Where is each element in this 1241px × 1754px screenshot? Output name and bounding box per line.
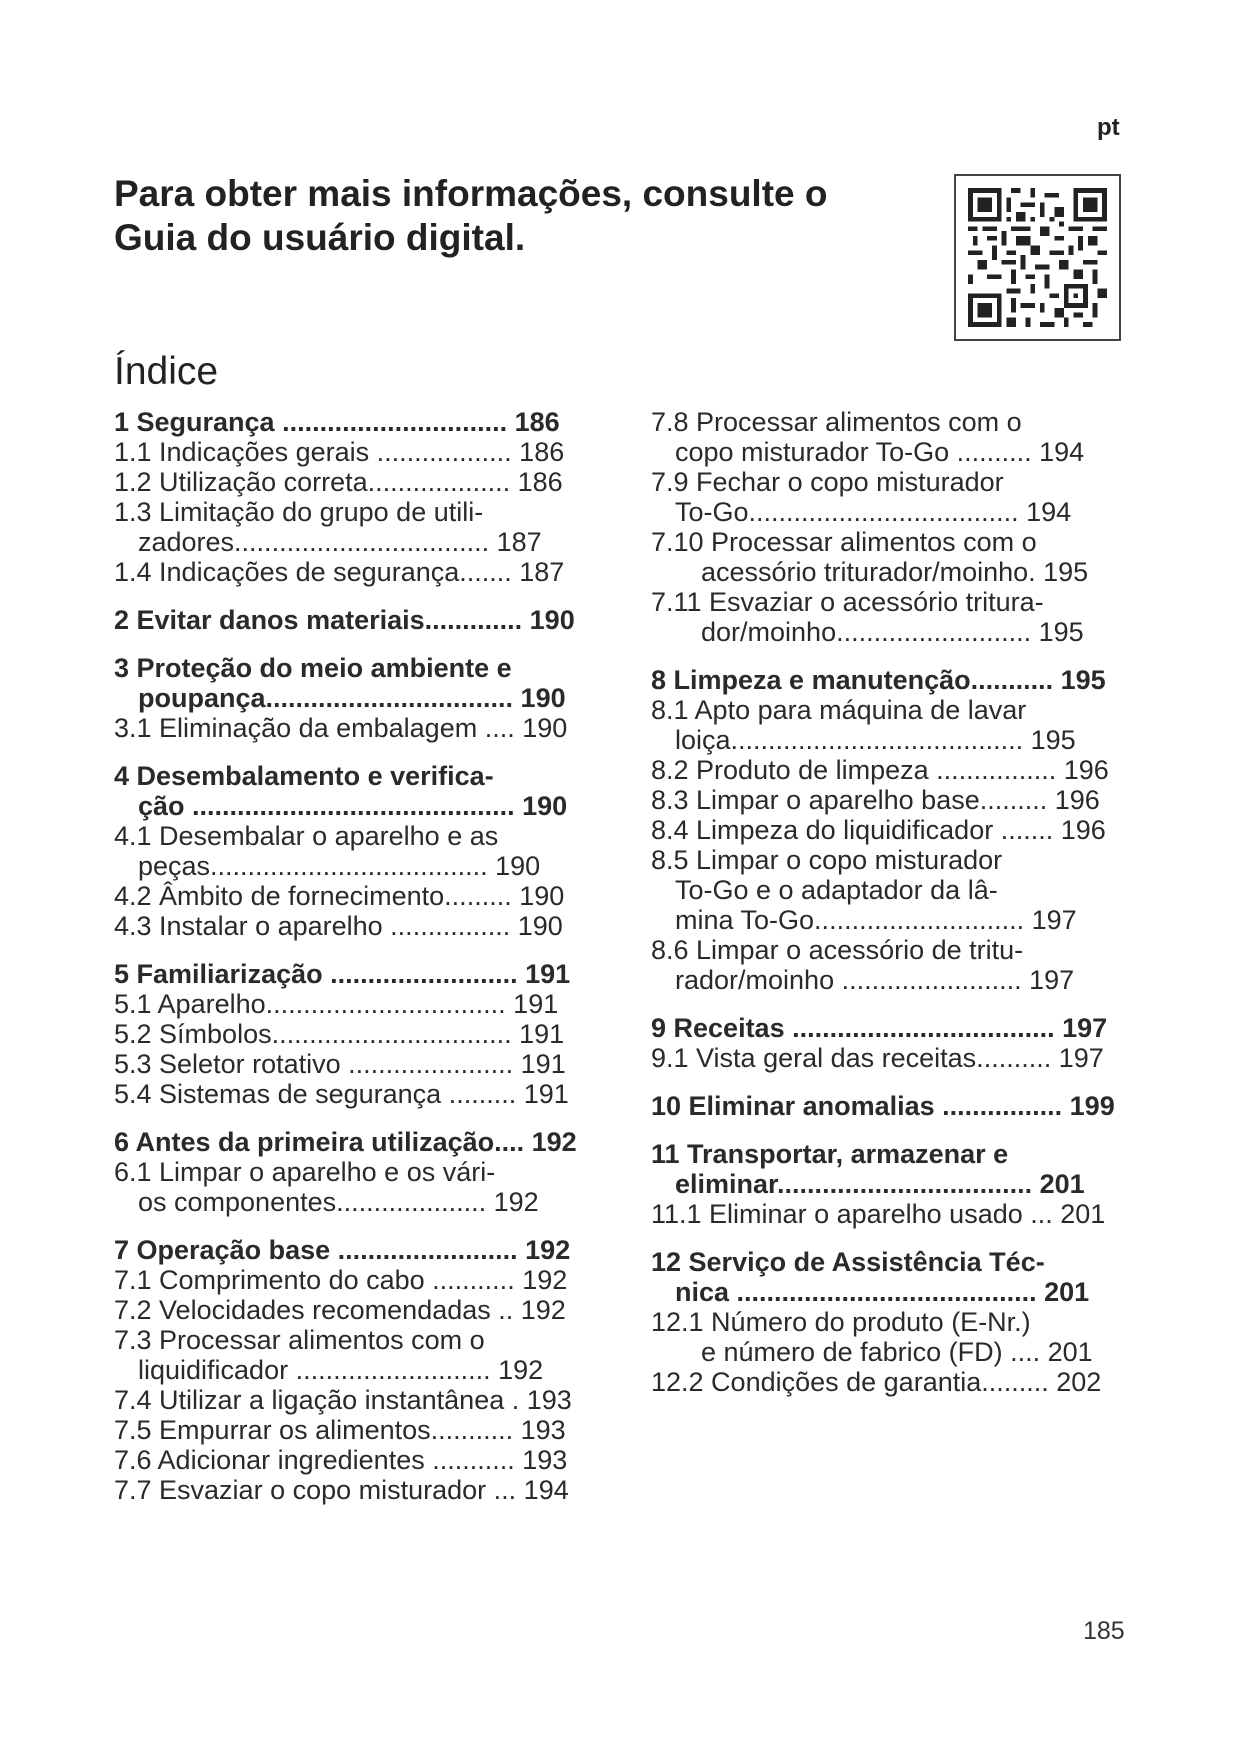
toc-entry-text: 5.4 Sistemas de segurança ......... 191	[114, 1079, 569, 1109]
toc-entry-text: 8.4 Limpeza do liquidificador ....... 196	[651, 815, 1106, 845]
toc-entry-text: 7.1 Comprimento do cabo ........... 192	[114, 1265, 568, 1295]
toc-entry[interactable]	[114, 1385, 604, 1415]
toc-entry-text: 8.1 Apto para máquina de lavar	[651, 695, 1027, 725]
toc-entry-text: 7.3 Processar alimentos com o	[114, 1325, 485, 1355]
toc-entry[interactable]	[114, 1295, 604, 1325]
toc-entry[interactable]	[114, 557, 604, 587]
toc-entry-continuation: liquidificador .......................... 192	[138, 1355, 544, 1385]
toc-entry-text: 10 Eliminar anomalias ................ 199	[651, 1091, 1115, 1121]
toc-column-right	[651, 407, 1147, 1397]
toc-entry-text: 3 Proteção do meio ambiente e	[114, 653, 512, 683]
toc-entry[interactable]	[114, 989, 604, 1019]
toc-entry-continuation: eliminar.................................. 201	[675, 1169, 1085, 1199]
toc-entry-text: 11.1 Eliminar o aparelho usado ... 201	[651, 1199, 1106, 1229]
page-number: 185	[1083, 1617, 1125, 1645]
toc-entry[interactable]	[651, 1139, 1147, 1199]
toc-entry[interactable]	[651, 407, 1147, 467]
toc-entry-text: 11 Transportar, armazenar e	[651, 1139, 1009, 1169]
toc-entry-continuation: mina To-Go............................ 197	[675, 905, 1077, 935]
toc-entry[interactable]	[651, 1091, 1147, 1121]
toc-entry-text: 7.9 Fechar o copo misturador	[651, 467, 1004, 497]
toc-entry[interactable]	[114, 1325, 604, 1385]
qr-code-icon	[968, 188, 1107, 327]
toc-entry[interactable]	[114, 605, 604, 635]
toc-entry-continuation: e número de fabrico (FD) .... 201	[701, 1337, 1093, 1367]
toc-entry[interactable]	[651, 1199, 1147, 1229]
toc-entry-text: 12.2 Condições de garantia......... 202	[651, 1367, 1102, 1397]
toc-entry-continuation: copo misturador To-Go .......... 194	[675, 437, 1085, 467]
toc-entry[interactable]	[114, 1475, 604, 1505]
toc-entry[interactable]	[651, 467, 1147, 527]
toc-entry-continuation: acessório triturador/moinho. 195	[701, 557, 1089, 587]
toc-entry-text: 2 Evitar danos materiais............. 190	[114, 605, 575, 635]
toc-entry-text: 7.8 Processar alimentos com o	[651, 407, 1022, 437]
headline-line: Para obter mais informações, consulte o	[114, 173, 828, 214]
toc-entry-continuation: dor/moinho.......................... 195	[701, 617, 1084, 647]
toc-entry[interactable]	[114, 437, 604, 467]
toc-entry-text: 4.2 Âmbito de fornecimento......... 190	[114, 881, 565, 911]
toc-entry[interactable]	[114, 1127, 604, 1157]
toc-entry-text: 7.2 Velocidades recomendadas .. 192	[114, 1295, 566, 1325]
toc-entry[interactable]	[114, 1415, 604, 1445]
toc-entry-text: 5 Familiarização ......................... 191	[114, 959, 571, 989]
toc-entry-text: 7.11 Esvaziar o acessório tritura-	[651, 587, 1044, 617]
toc-title: Índice	[114, 350, 219, 393]
toc-entry[interactable]	[114, 1265, 604, 1295]
toc-entry-text: 1.3 Limitação do grupo de utili-	[114, 497, 484, 527]
toc-entry-text: 8.6 Limpar o acessório de tritu-	[651, 935, 1024, 965]
toc-entry-text: 8.2 Produto de limpeza ................ 196	[651, 755, 1109, 785]
toc-entry-text: 5.2 Símbolos................................ 191	[114, 1019, 565, 1049]
toc-entry[interactable]	[651, 785, 1147, 815]
toc-entry-text: 7.4 Utilizar a ligação instantânea . 193	[114, 1385, 572, 1415]
toc-entry-text: 4 Desembalamento e verifica-	[114, 761, 494, 791]
toc-entry-text: 6.1 Limpar o aparelho e os vári-	[114, 1157, 496, 1187]
toc-entry[interactable]	[114, 1445, 604, 1475]
toc-entry-text: 8.3 Limpar o aparelho base......... 196	[651, 785, 1100, 815]
toc-entry-continuation: nica ........................................ 201	[675, 1277, 1090, 1307]
toc-entry[interactable]	[651, 755, 1147, 785]
toc-entry[interactable]	[114, 1235, 604, 1265]
toc-entry-text: 7.10 Processar alimentos com o	[651, 527, 1037, 557]
toc-entry-text: 7 Operação base ........................ 192	[114, 1235, 571, 1265]
toc-entry-text: 7.6 Adicionar ingredientes ........... 193	[114, 1445, 568, 1475]
toc-entry-continuation: To-Go e o adaptador da lâ-	[675, 875, 998, 905]
toc-entry[interactable]	[651, 527, 1147, 587]
toc-entry[interactable]	[651, 845, 1147, 935]
toc-entry[interactable]	[114, 911, 604, 941]
toc-entry-text: 5.1 Aparelho................................ 191	[114, 989, 559, 1019]
toc-entry[interactable]	[114, 1049, 604, 1079]
toc-entry[interactable]	[651, 815, 1147, 845]
toc-entry[interactable]	[114, 881, 604, 911]
toc-entry-continuation: rador/moinho ........................ 197	[675, 965, 1075, 995]
toc-entry[interactable]	[651, 665, 1147, 695]
toc-entry-text: 4.3 Instalar o aparelho ................ 190	[114, 911, 563, 941]
toc-entry-text: 12 Serviço de Assistência Téc-	[651, 1247, 1045, 1277]
toc-entry-text: 8.5 Limpar o copo misturador	[651, 845, 1003, 875]
toc-entry-text: 7.5 Empurrar os alimentos........... 193	[114, 1415, 566, 1445]
toc-entry[interactable]	[651, 1367, 1147, 1397]
toc-entry-text: 3.1 Eliminação da embalagem .... 190	[114, 713, 568, 743]
toc-column-left	[114, 407, 604, 1505]
language-tag: pt	[1097, 114, 1120, 141]
qr-code[interactable]	[954, 174, 1121, 341]
toc-entry[interactable]	[651, 1043, 1147, 1073]
toc-entry[interactable]	[114, 1157, 604, 1217]
toc-entry[interactable]	[114, 713, 604, 743]
toc-entry-continuation: zadores.................................. 187	[138, 527, 542, 557]
toc-entry-continuation: os componentes.................... 192	[138, 1187, 539, 1217]
toc-entry[interactable]	[114, 761, 604, 821]
toc-entry[interactable]	[114, 1079, 604, 1109]
toc-entry-text: 1.4 Indicações de segurança....... 187	[114, 557, 565, 587]
toc-entry[interactable]	[651, 695, 1147, 755]
toc-entry-text: 1.1 Indicações gerais .................. 186	[114, 437, 565, 467]
toc-entry-text: 4.1 Desembalar o aparelho e as	[114, 821, 499, 851]
toc-entry-text: 6 Antes da primeira utilização.... 192	[114, 1127, 577, 1157]
headline	[114, 172, 914, 260]
toc-entry[interactable]	[114, 1019, 604, 1049]
toc-entry-text: 5.3 Seletor rotativo ...................... 191	[114, 1049, 566, 1079]
toc-entry[interactable]	[114, 821, 604, 881]
toc-entry-continuation: loiça....................................... 195	[675, 725, 1076, 755]
toc-entry-text: 9.1 Vista geral das receitas.......... 197	[651, 1043, 1104, 1073]
toc-entry-text: 7.7 Esvaziar o copo misturador ... 194	[114, 1475, 569, 1505]
toc-entry-continuation: ção ........................................... 190	[138, 791, 568, 821]
toc-entry[interactable]	[651, 587, 1147, 647]
toc-entry-continuation: peças..................................... 190	[138, 851, 541, 881]
toc-entry-text: 1.2 Utilização correta................... 186	[114, 467, 563, 497]
headline-line: Guia do usuário digital.	[114, 217, 526, 258]
toc-entry[interactable]	[651, 1247, 1147, 1307]
toc-entry[interactable]	[114, 653, 604, 713]
toc-entry-continuation: To-Go.................................... 194	[675, 497, 1072, 527]
toc-entry-continuation: poupança................................. 190	[138, 683, 566, 713]
toc-entry-text: 1 Segurança .............................. 186	[114, 407, 560, 437]
toc-entry-text: 8 Limpeza e manutenção........... 195	[651, 665, 1106, 695]
toc-entry[interactable]	[114, 959, 604, 989]
toc-entry[interactable]	[114, 407, 604, 437]
toc-entry-text: 12.1 Número do produto (E-Nr.)	[651, 1307, 1031, 1337]
toc-entry[interactable]	[114, 497, 604, 557]
toc-entry[interactable]	[651, 1307, 1147, 1367]
toc-entry[interactable]	[651, 935, 1147, 995]
toc-entry[interactable]	[114, 467, 604, 497]
toc-entry-text: 9 Receitas ................................... 197	[651, 1013, 1108, 1043]
toc-entry[interactable]	[651, 1013, 1147, 1043]
